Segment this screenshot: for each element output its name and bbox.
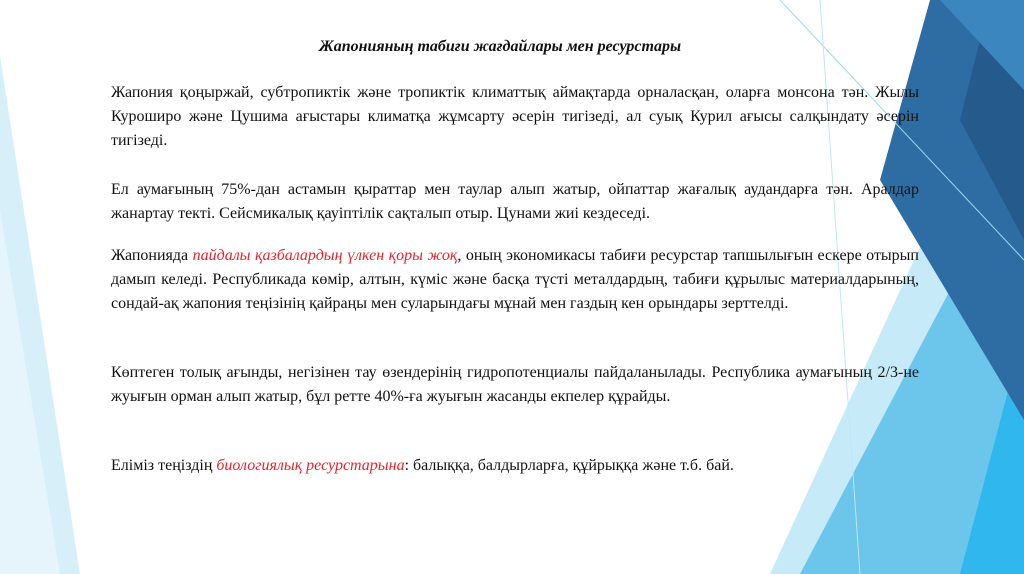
- text-segment: : балыққа, балдырларға, құйрыққа және т.б. бай.: [404, 457, 734, 474]
- paragraph-relief: Ел аумағының 75%-дан астамын қыраттар мен таулар алып жатыр, ойпаттар жағалық аудандарға тән. Аралдар жанартау текті. Сейсмикалық қауіптілік сақталып отыр. Цунами жиі кездеседі.: [111, 181, 919, 222]
- paragraph-water-forest: Көптеген толық ағынды, негізінен тау өзендерінің гидропотенциалы пайдаланылады. Республика аумағының 2/3-не жуығын орман алып жатыр, бұл ретте 40%-ға жуығын жасанды екпелер құрайды.: [111, 364, 919, 405]
- text-segment: , оның экономикасы табиғи ресурстар тапшылығын ескере отырып дамып келеді. Республикада көмір, алтын, күміс және басқа түсті металдардың, табиғи құрылыс материалдарының, сондай-ақ жапония теңізінің қайраңы мен суларындағы мұнай мен газдың кен орындары зерттелді.: [111, 247, 919, 312]
- paragraph-minerals: [111, 244, 919, 316]
- highlighted-phrase: пайдалы қазбалардың үлкен қоры жоқ: [192, 247, 458, 264]
- paragraph-climate: Жапония қоңыржай, субтропиктік және тропиктік климаттық аймақтарда орналасқан, оларға монсона тән. Жылы Куроширо және Цушима ағыстары климатқа жұмсарту әсерін тигізеді, ал суық Курил ағысы салқындату әсерін тигізеді.: [111, 84, 919, 149]
- slide-title: Жапонияның табиғи жағдайлары мен ресурстары: [319, 38, 682, 55]
- text-segment: Жапонияда: [111, 247, 193, 264]
- paragraph-bio-resources: [111, 454, 919, 478]
- text-segment: Еліміз теңіздің: [111, 457, 217, 474]
- highlighted-phrase: биологиялық ресурстарына: [216, 457, 405, 474]
